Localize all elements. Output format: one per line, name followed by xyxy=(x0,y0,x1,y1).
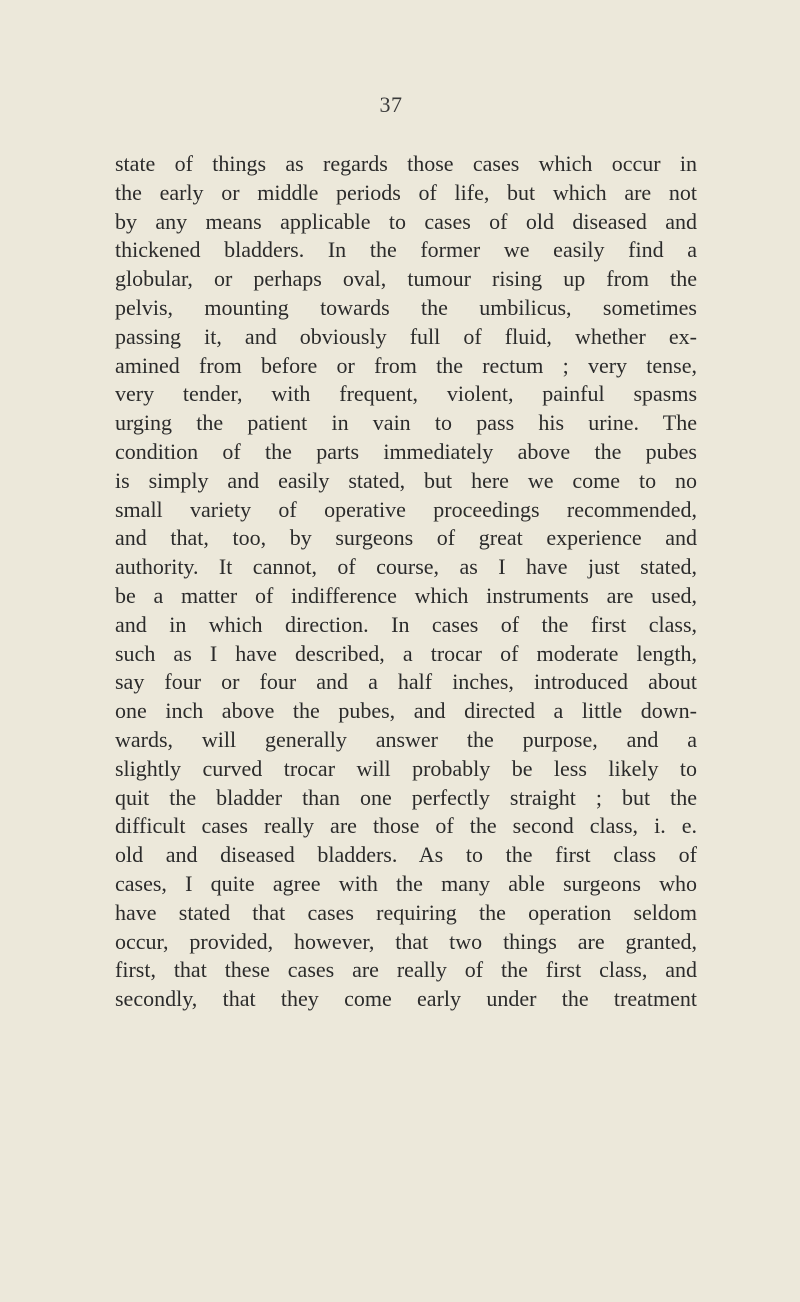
text-line: such as I have described, a trocar of moderate length, xyxy=(115,640,697,666)
text-line: is simply and easily stated, but here we come to no xyxy=(115,467,697,493)
text-line: urging the patient in vain to pass his urine. The xyxy=(115,410,697,436)
text-line: by any means applicable to cases of old diseased and xyxy=(115,208,697,234)
text-line: old and diseased bladders. As to the first class of xyxy=(115,842,697,868)
text-line: the early or middle periods of life, but which are not xyxy=(115,179,697,205)
text-line: small variety of operative proceedings recommended, xyxy=(115,496,697,522)
text-line: quit the bladder than one perfectly straight ; but the xyxy=(115,784,697,810)
text-line: amined from before or from the rectum ; very tense, xyxy=(115,352,697,378)
text-line: passing it, and obviously full of fluid, whether ex- xyxy=(115,323,697,349)
text-line: wards, will generally answer the purpose, and a xyxy=(115,726,697,752)
text-line: and in which direction. In cases of the first class, xyxy=(115,611,697,637)
text-line: authority. It cannot, of course, as I have just stated, xyxy=(115,554,697,580)
text-line: thickened bladders. In the former we easily find a xyxy=(115,237,697,263)
text-line: difficult cases really are those of the second class, i. e. xyxy=(115,813,697,839)
text-line: one inch above the pubes, and directed a little down- xyxy=(115,698,697,724)
page-number: 37 xyxy=(379,92,403,117)
text-line: have stated that cases requiring the operation seldom xyxy=(115,899,697,925)
body-text xyxy=(115,150,697,1014)
text-line: pelvis, mounting towards the umbilicus, sometimes xyxy=(115,294,697,320)
text-line: and that, too, by surgeons of great experience and xyxy=(115,525,697,551)
text-line: very tender, with frequent, violent, painful spasms xyxy=(115,381,697,407)
text-line: slightly curved trocar will probably be less likely to xyxy=(115,755,697,781)
text-line: secondly, that they come early under the treatment xyxy=(115,986,697,1012)
text-line: condition of the parts immediately above the pubes xyxy=(115,438,697,464)
text-line: globular, or perhaps oval, tumour rising up from the xyxy=(115,266,697,292)
text-line: be a matter of indifference which instruments are used, xyxy=(115,582,697,608)
text-line: say four or four and a half inches, introduced about xyxy=(115,669,697,695)
text-line: cases, I quite agree with the many able surgeons who xyxy=(115,870,697,896)
text-line: occur, provided, however, that two things are granted, xyxy=(115,928,697,954)
text-line: first, that these cases are really of the first class, and xyxy=(115,957,697,983)
text-line: state of things as regards those cases which occur in xyxy=(115,151,697,176)
